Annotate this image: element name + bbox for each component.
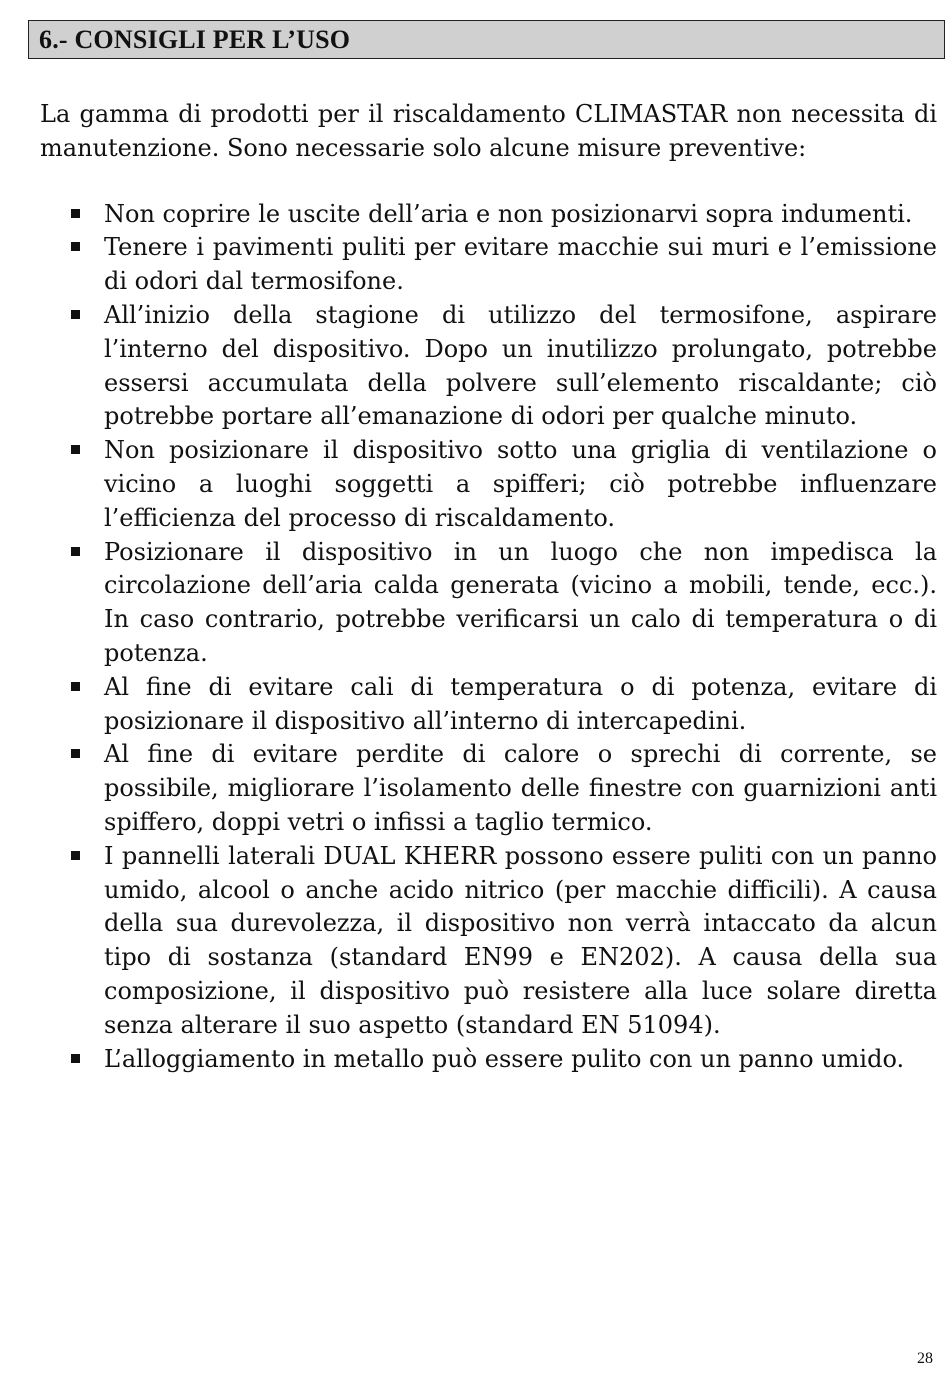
list-item [40, 1043, 937, 1077]
document-body [40, 98, 937, 1076]
square-bullet-icon [71, 749, 80, 758]
section-title: 6.- CONSIGLI PER L’USO [39, 25, 351, 54]
square-bullet-icon [71, 682, 80, 691]
list-item-text: Posizionare il dispositivo in un luogo che non impedisca la circolazione dell’aria calda generata (vicino a mobili, tende, ecc.). In caso contrario, potrebbe verificarsi un calo di temperatura o di potenza. [104, 537, 937, 667]
list-item-text: L’alloggiamento in metallo può essere pulito con un panno umido. [104, 1044, 905, 1073]
list-item-text: I pannelli laterali DUAL KHERR possono essere puliti con un panno umido, alcool o anche acido nitrico (per macchie difficili). A causa della sua durevolezza, il dispositivo non verrà intaccato da alcun tipo di sostanza (standard EN99 e EN202). A causa della sua composizione, il dispositivo può resistere alla luce solare diretta senza alterare il suo aspetto (standard EN 51094). [104, 841, 937, 1039]
square-bullet-icon [71, 209, 80, 218]
list-item [40, 671, 937, 739]
square-bullet-icon [71, 242, 80, 251]
list-item [40, 738, 937, 839]
square-bullet-icon [71, 310, 80, 319]
list-item-text: Non posizionare il dispositivo sotto una griglia di ventilazione o vicino a luoghi soggetti a spifferi; ciò potrebbe influenzare l’efficienza del processo di riscaldamento. [104, 436, 937, 532]
list-item [40, 299, 937, 434]
list-item-text: All’inizio della stagione di utilizzo del termosifone, aspirare l’interno del dispositivo. Dopo un inutilizzo prolungato, potrebbe essersi accumulata della polvere sull’elemento riscaldante; ciò potrebbe portare all’emanazione di odori per qualche minuto. [104, 300, 937, 431]
square-bullet-icon [71, 851, 80, 860]
list-item-text: Al fine di evitare cali di temperatura o di potenza, evitare di posizionare il dispositivo all’interno di intercapedini. [104, 672, 937, 735]
advice-list [40, 198, 937, 1077]
list-item-text: Al fine di evitare perdite di calore o sprechi di corrente, se possibile, migliorare l’isolamento delle finestre con guarnizioni anti spiffero, doppi vetri o infissi a taglio termico. [104, 740, 937, 836]
intro-paragraph: La gamma di prodotti per il riscaldamento CLIMASTAR non necessita di manutenzione. Sono necessarie solo alcune misure preventive: [40, 100, 937, 162]
list-item-text: Tenere i pavimenti puliti per evitare macchie sui muri e l’emissione di odori dal termosifone. [104, 233, 937, 296]
square-bullet-icon [71, 1054, 80, 1063]
list-item [40, 231, 937, 299]
list-item [40, 198, 937, 232]
section-header [28, 20, 945, 59]
list-item [40, 434, 937, 535]
list-item [40, 536, 937, 671]
list-item [40, 840, 937, 1043]
list-item-text: Non coprire le uscite dell’aria e non posizionarvi sopra indumenti. [104, 199, 913, 228]
square-bullet-icon [71, 547, 80, 556]
square-bullet-icon [71, 445, 80, 454]
page-number: 28 [917, 1350, 933, 1367]
